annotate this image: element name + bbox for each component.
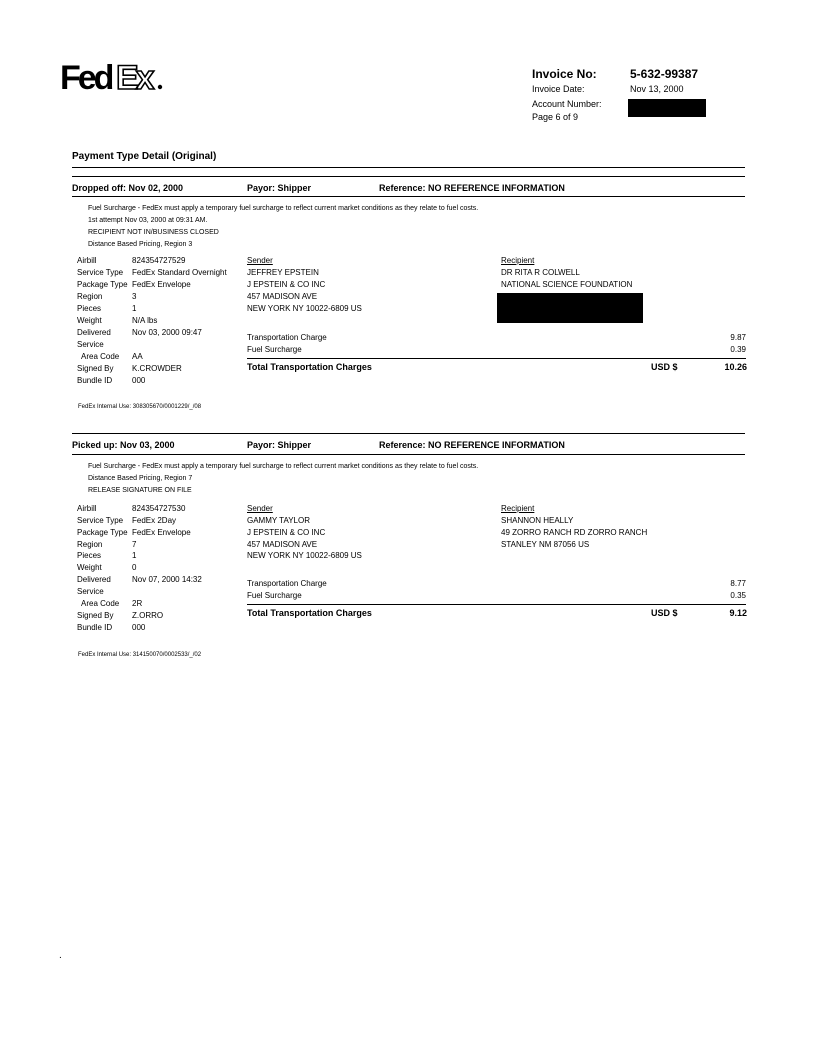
recipient-line: DR RITA R COLWELL: [501, 268, 580, 277]
field-value: 2R: [132, 599, 143, 608]
payor: Payor: Shipper: [247, 183, 312, 193]
field-value: 824354727529: [132, 256, 186, 265]
field-value: 000: [132, 376, 146, 385]
field-value: 824354727530: [132, 504, 186, 513]
recipient-line: 49 ZORRO RANCH RD ZORRO RANCH: [501, 528, 648, 537]
field-label: Service: [77, 340, 104, 349]
field-label: Weight: [77, 316, 102, 325]
divider: [72, 454, 745, 455]
recipient-address-redaction: [497, 293, 643, 323]
field-value: FedEx Envelope: [132, 528, 191, 537]
currency: USD $: [651, 362, 678, 372]
field-label: Weight: [77, 563, 102, 572]
note: Fuel Surcharge - FedEx must apply a temporary fuel surcharge to reflect current market conditions as they relate to fuel costs.: [88, 463, 479, 470]
sender-label: Sender: [247, 504, 273, 513]
transportation-charge: 8.77: [730, 579, 746, 588]
field-label: Signed By: [77, 611, 114, 620]
invoice-date-label: Invoice Date:: [532, 84, 585, 94]
note: Distance Based Pricing, Region 3: [88, 241, 193, 248]
divider: [72, 196, 745, 197]
field-value: FedEx Standard Overnight: [132, 268, 227, 277]
field-label: Delivered: [77, 328, 111, 337]
recipient-label: Recipient: [501, 504, 535, 513]
note: RELEASE SIGNATURE ON FILE: [88, 487, 192, 494]
recipient-line: SHANNON HEALLY: [501, 516, 574, 525]
field-value: 000: [132, 623, 146, 632]
field-value: Nov 07, 2000 14:32: [132, 575, 202, 584]
total: 9.12: [729, 608, 747, 618]
field-label: Signed By: [77, 364, 114, 373]
recipient-label: Recipient: [501, 256, 535, 265]
account-number-label: Account Number:: [532, 99, 602, 109]
sender-line: 457 MADISON AVE: [247, 292, 318, 301]
field-value: K.CROWDER: [132, 364, 182, 373]
field-label: Service Type: [77, 516, 124, 525]
invoice-no-label: Invoice No:: [532, 67, 597, 81]
page-indicator: Page 6 of 9: [532, 112, 579, 122]
divider: [247, 358, 746, 359]
sender-line: J EPSTEIN & CO INC: [247, 280, 326, 289]
transportation-charge: 9.87: [730, 333, 746, 342]
note: RECIPIENT NOT IN/BUSINESS CLOSED: [88, 229, 219, 236]
field-value: Z.ORRO: [132, 611, 164, 620]
divider: [72, 176, 745, 177]
total-label: Total Transportation Charges: [247, 362, 372, 372]
field-label: Pieces: [77, 304, 102, 313]
sender-label: Sender: [247, 256, 273, 265]
reference: Reference: NO REFERENCE INFORMATION: [379, 440, 565, 450]
fuel-surcharge-label: Fuel Surcharge: [247, 345, 302, 354]
divider: [247, 604, 746, 605]
note: 1st attempt Nov 03, 2000 at 09:31 AM.: [88, 217, 208, 224]
field-label: Bundle ID: [77, 376, 113, 385]
field-label: Package Type: [77, 528, 128, 537]
field-value: 1: [132, 304, 137, 313]
shipment-date: Picked up: Nov 03, 2000: [72, 440, 175, 450]
sender-line: 457 MADISON AVE: [247, 540, 318, 549]
total: 10.26: [724, 362, 747, 372]
recipient-line: NATIONAL SCIENCE FOUNDATION: [501, 280, 633, 289]
invoice-no: 5-632-99387: [630, 67, 699, 81]
field-value: Nov 03, 2000 09:47: [132, 328, 202, 337]
field-label: Area Code: [81, 352, 120, 361]
field-label: Package Type: [77, 280, 128, 289]
currency: USD $: [651, 608, 678, 618]
invoice-date: Nov 13, 2000: [630, 84, 684, 94]
payor: Payor: Shipper: [247, 440, 312, 450]
divider: [72, 433, 745, 434]
section-title: Payment Type Detail (Original): [72, 151, 217, 162]
note: Fuel Surcharge - FedEx must apply a temporary fuel surcharge to reflect current market conditions as they relate to fuel costs.: [88, 205, 479, 212]
internal-use: FedEx Internal Use: 308305670/0001229/_/08: [78, 404, 202, 410]
sender-line: NEW YORK NY 10022-6809 US: [247, 304, 362, 313]
fuel-surcharge: 0.39: [730, 345, 746, 354]
field-label: Delivered: [77, 575, 111, 584]
sender-line: J EPSTEIN & CO INC: [247, 528, 326, 537]
shipment-date: Dropped off: Nov 02, 2000: [72, 183, 184, 193]
field-label: Area Code: [81, 599, 120, 608]
field-value: 7: [132, 540, 137, 549]
fuel-surcharge: 0.35: [730, 591, 746, 600]
field-value: FedEx Envelope: [132, 280, 191, 289]
recipient-line: STANLEY NM 87056 US: [501, 540, 590, 549]
svg-text:Fed: Fed: [60, 59, 112, 97]
field-label: Pieces: [77, 551, 102, 560]
footer-mark: .: [59, 950, 62, 961]
fedex-logo: [60, 58, 164, 98]
field-value: FedEx 2Day: [132, 516, 177, 525]
field-label: Service: [77, 587, 104, 596]
field-value: N/A lbs: [132, 316, 158, 325]
field-label: Region: [77, 540, 103, 549]
field-value: AA: [132, 352, 143, 361]
total-label: Total Transportation Charges: [247, 608, 372, 618]
note: Distance Based Pricing, Region 7: [88, 475, 193, 482]
sender-line: NEW YORK NY 10022-6809 US: [247, 551, 362, 560]
svg-text:Ex: Ex: [116, 59, 152, 97]
reference: Reference: NO REFERENCE INFORMATION: [379, 183, 565, 193]
field-label: Airbill: [77, 256, 97, 265]
transportation-charge-label: Transportation Charge: [247, 579, 327, 588]
internal-use: FedEx Internal Use: 314150070/0002533/_/02: [78, 652, 202, 658]
fuel-surcharge-label: Fuel Surcharge: [247, 591, 302, 600]
field-value: 0: [132, 563, 137, 572]
sender-line: GAMMY TAYLOR: [247, 516, 310, 525]
field-value: 1: [132, 551, 137, 560]
transportation-charge-label: Transportation Charge: [247, 333, 327, 342]
field-label: Region: [77, 292, 103, 301]
account-number-redaction: [628, 99, 706, 117]
field-value: 3: [132, 292, 137, 301]
sender-line: JEFFREY EPSTEIN: [247, 268, 319, 277]
field-label: Airbill: [77, 504, 97, 513]
field-label: Service Type: [77, 268, 124, 277]
field-label: Bundle ID: [77, 623, 113, 632]
divider: [72, 167, 745, 168]
